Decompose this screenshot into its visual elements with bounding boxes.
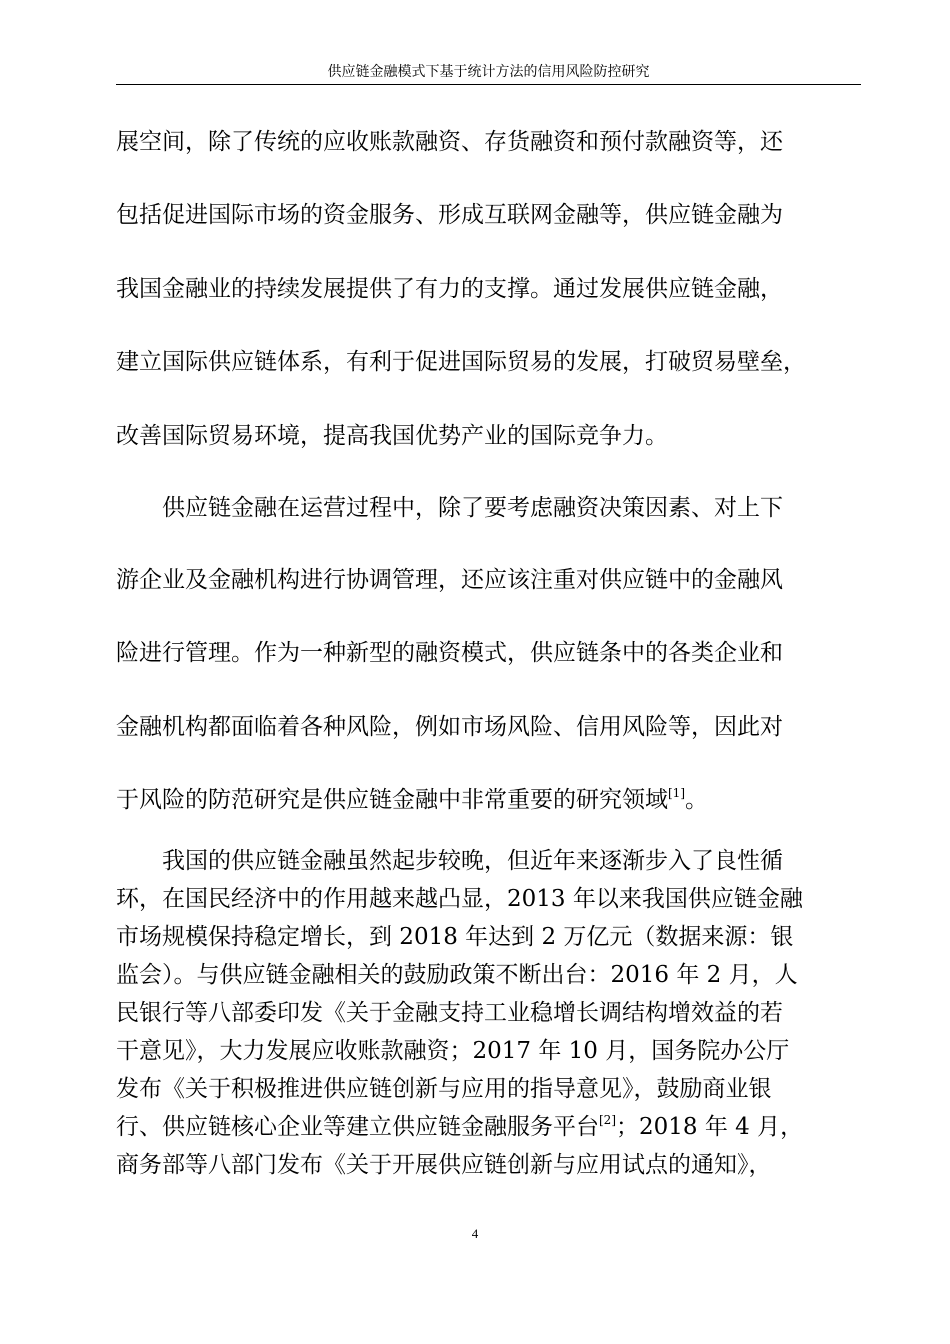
body-line: 展空间，除了传统的应收账款融资、存货融资和预付款融资等，还 xyxy=(116,129,783,155)
page-number: 4 xyxy=(471,1226,479,1241)
body-line-with-citation xyxy=(116,785,708,815)
citation-ref-1: [1] xyxy=(668,786,685,800)
body-line: 干意见》，大力发展应收账款融资；2017 年 10 月，国务院办公厅 xyxy=(116,1038,790,1064)
body-line: 供应链金融在运营过程中，除了要考虑融资决策因素、对上下 xyxy=(162,495,783,521)
body-line: 游企业及金融机构进行协调管理，还应该注重对供应链中的金融风 xyxy=(116,567,783,593)
citation-ref-2: [2] xyxy=(599,1113,616,1127)
body-line: 环，在国民经济中的作用越来越凸显，2013 年以来我国供应链金融 xyxy=(116,886,803,912)
running-header-title: 供应链金融模式下基于统计方法的信用风险防控研究 xyxy=(327,64,650,80)
body-line: 我国金融业的持续发展提供了有力的支撑。通过发展供应链金融， xyxy=(116,276,783,302)
body-line: 监会）。与供应链金融相关的鼓励政策不断出台：2016 年 2 月，人 xyxy=(116,962,798,988)
body-line: 发布《关于积极推进供应链创新与应用的指导意见》，鼓励商业银 xyxy=(116,1076,772,1102)
header-divider xyxy=(116,84,861,85)
body-line: 我国的供应链金融虽然起步较晚，但近年来逐渐步入了良性循 xyxy=(162,848,783,874)
body-line: 改善国际贸易环境，提高我国优势产业的国际竞争力。 xyxy=(116,423,668,449)
citation-trailing-text: ；2018 年 4 月， xyxy=(616,1114,804,1140)
body-line-text: 于风险的防范研究是供应链金融中非常重要的研究领域 xyxy=(116,787,668,813)
body-line: 建立国际供应链体系，有利于促进国际贸易的发展，打破贸易壁垒， xyxy=(116,349,806,375)
body-line-text: 行、供应链核心企业等建立供应链金融服务平台 xyxy=(116,1114,599,1140)
body-line: 金融机构都面临着各种风险，例如市场风险、信用风险等，因此对 xyxy=(116,714,783,740)
body-line: 包括促进国际市场的资金服务、形成互联网金融等，供应链金融为 xyxy=(116,202,783,228)
body-line: 商务部等八部门发布《关于开展供应链创新与应用试点的通知》， xyxy=(116,1152,772,1178)
citation-trailing-text: 。 xyxy=(685,787,708,813)
body-line: 民银行等八部委印发《关于金融支持工业稳增长调结构增效益的若 xyxy=(116,1000,783,1026)
body-line: 险进行管理。作为一种新型的融资模式，供应链条中的各类企业和 xyxy=(116,640,783,666)
body-line-with-citation xyxy=(116,1112,803,1142)
body-line: 市场规模保持稳定增长，到 2018 年达到 2 万亿元（数据来源：银 xyxy=(116,924,794,950)
